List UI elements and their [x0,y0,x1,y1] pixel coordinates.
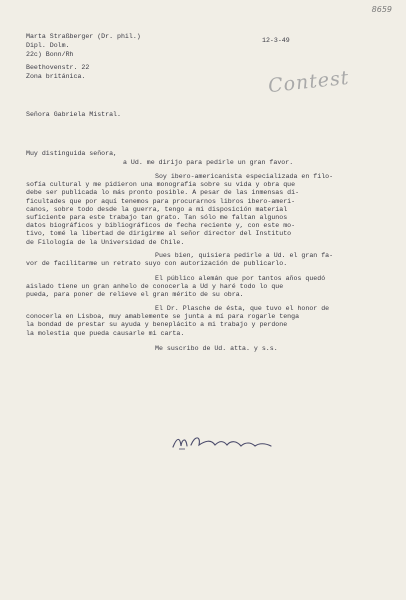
paragraph-line: canos, sobre todo desde la guerra, tengo a mi disposición material [26,205,288,213]
letter-date: 12-3-49 [262,37,290,44]
salutation: Muy distinguida señora, [26,150,118,157]
paragraph-line: conocerla en Lisboa, muy amablemente se junta a mí para rogarle tenga [26,313,300,321]
catalog-number: 8659 [371,5,392,14]
paragraph-line: Soy ibero-americanista especializada en filo- [155,173,334,180]
closing-line: Me suscribo de Ud. atta. y s.s. [155,345,278,352]
recipient: Señora Gabriela Mistral. [26,111,121,118]
paragraph-line: aislado tiene un gran anhelo de conocerla a Ud y haré todo lo que [26,283,284,291]
sender-zone: Zona británica. [26,73,86,80]
paragraph-line: de Filología de la Universidad de Chile. [26,238,185,246]
sender-street: Beethovenstr. 22 [26,64,90,71]
sender-name: Marta Straßberger (Dr. phil.) [26,33,141,40]
paragraph-line: sofía cultural y me pidieron una monografía sobre su vida y obra que [26,181,296,189]
sender-city: 22c) Bonn/Rh [26,51,74,58]
paragraph-line: pueda, para poner de relieve el gran mérito de su obra. [26,291,244,299]
paragraph-line: suficiente para este trabajo tan grato. Tan sólo me faltan algunos [26,214,288,221]
paragraph-line: datos biográficos y bibliográficos de fecha reciente y, con este mo- [26,222,296,230]
pencil-annotation: Contest [267,66,351,98]
paragraph-line: ficultades que por aquí tenemos para procurarnos libros ibero-ameri- [26,197,296,205]
paragraph-line: la molestia que pueda causarle mi carta. [26,329,185,337]
paragraph-line: Pues bien, quisiera pedirle a Ud. el gran fa- [155,252,334,259]
paragraph-line: debe ser publicada lo más pronto posible. A pesar de las inmensas di- [26,189,300,197]
paragraph-line: vor de facilitarme un retrato suyo con autorización de publicarlo. [26,260,288,268]
paragraph-line: El público alemán que por tantos años quedó [155,275,326,282]
intro-line: a Ud. me dirijo para pedirle un gran favor. [123,159,294,166]
paragraph-line: El Dr. Plasche de ésta, que tuvo el honor de [155,305,330,312]
paragraph-line: tivo, tomé la libertad de dirigirme al señor director del Instituto [26,230,292,238]
paragraph-line: la bondad de prestar su ayuda y beneplácito a mi trabajo y perdone [26,321,288,329]
sender-title: Dipl. Dolm. [26,42,70,49]
handwritten-signature [171,431,281,453]
